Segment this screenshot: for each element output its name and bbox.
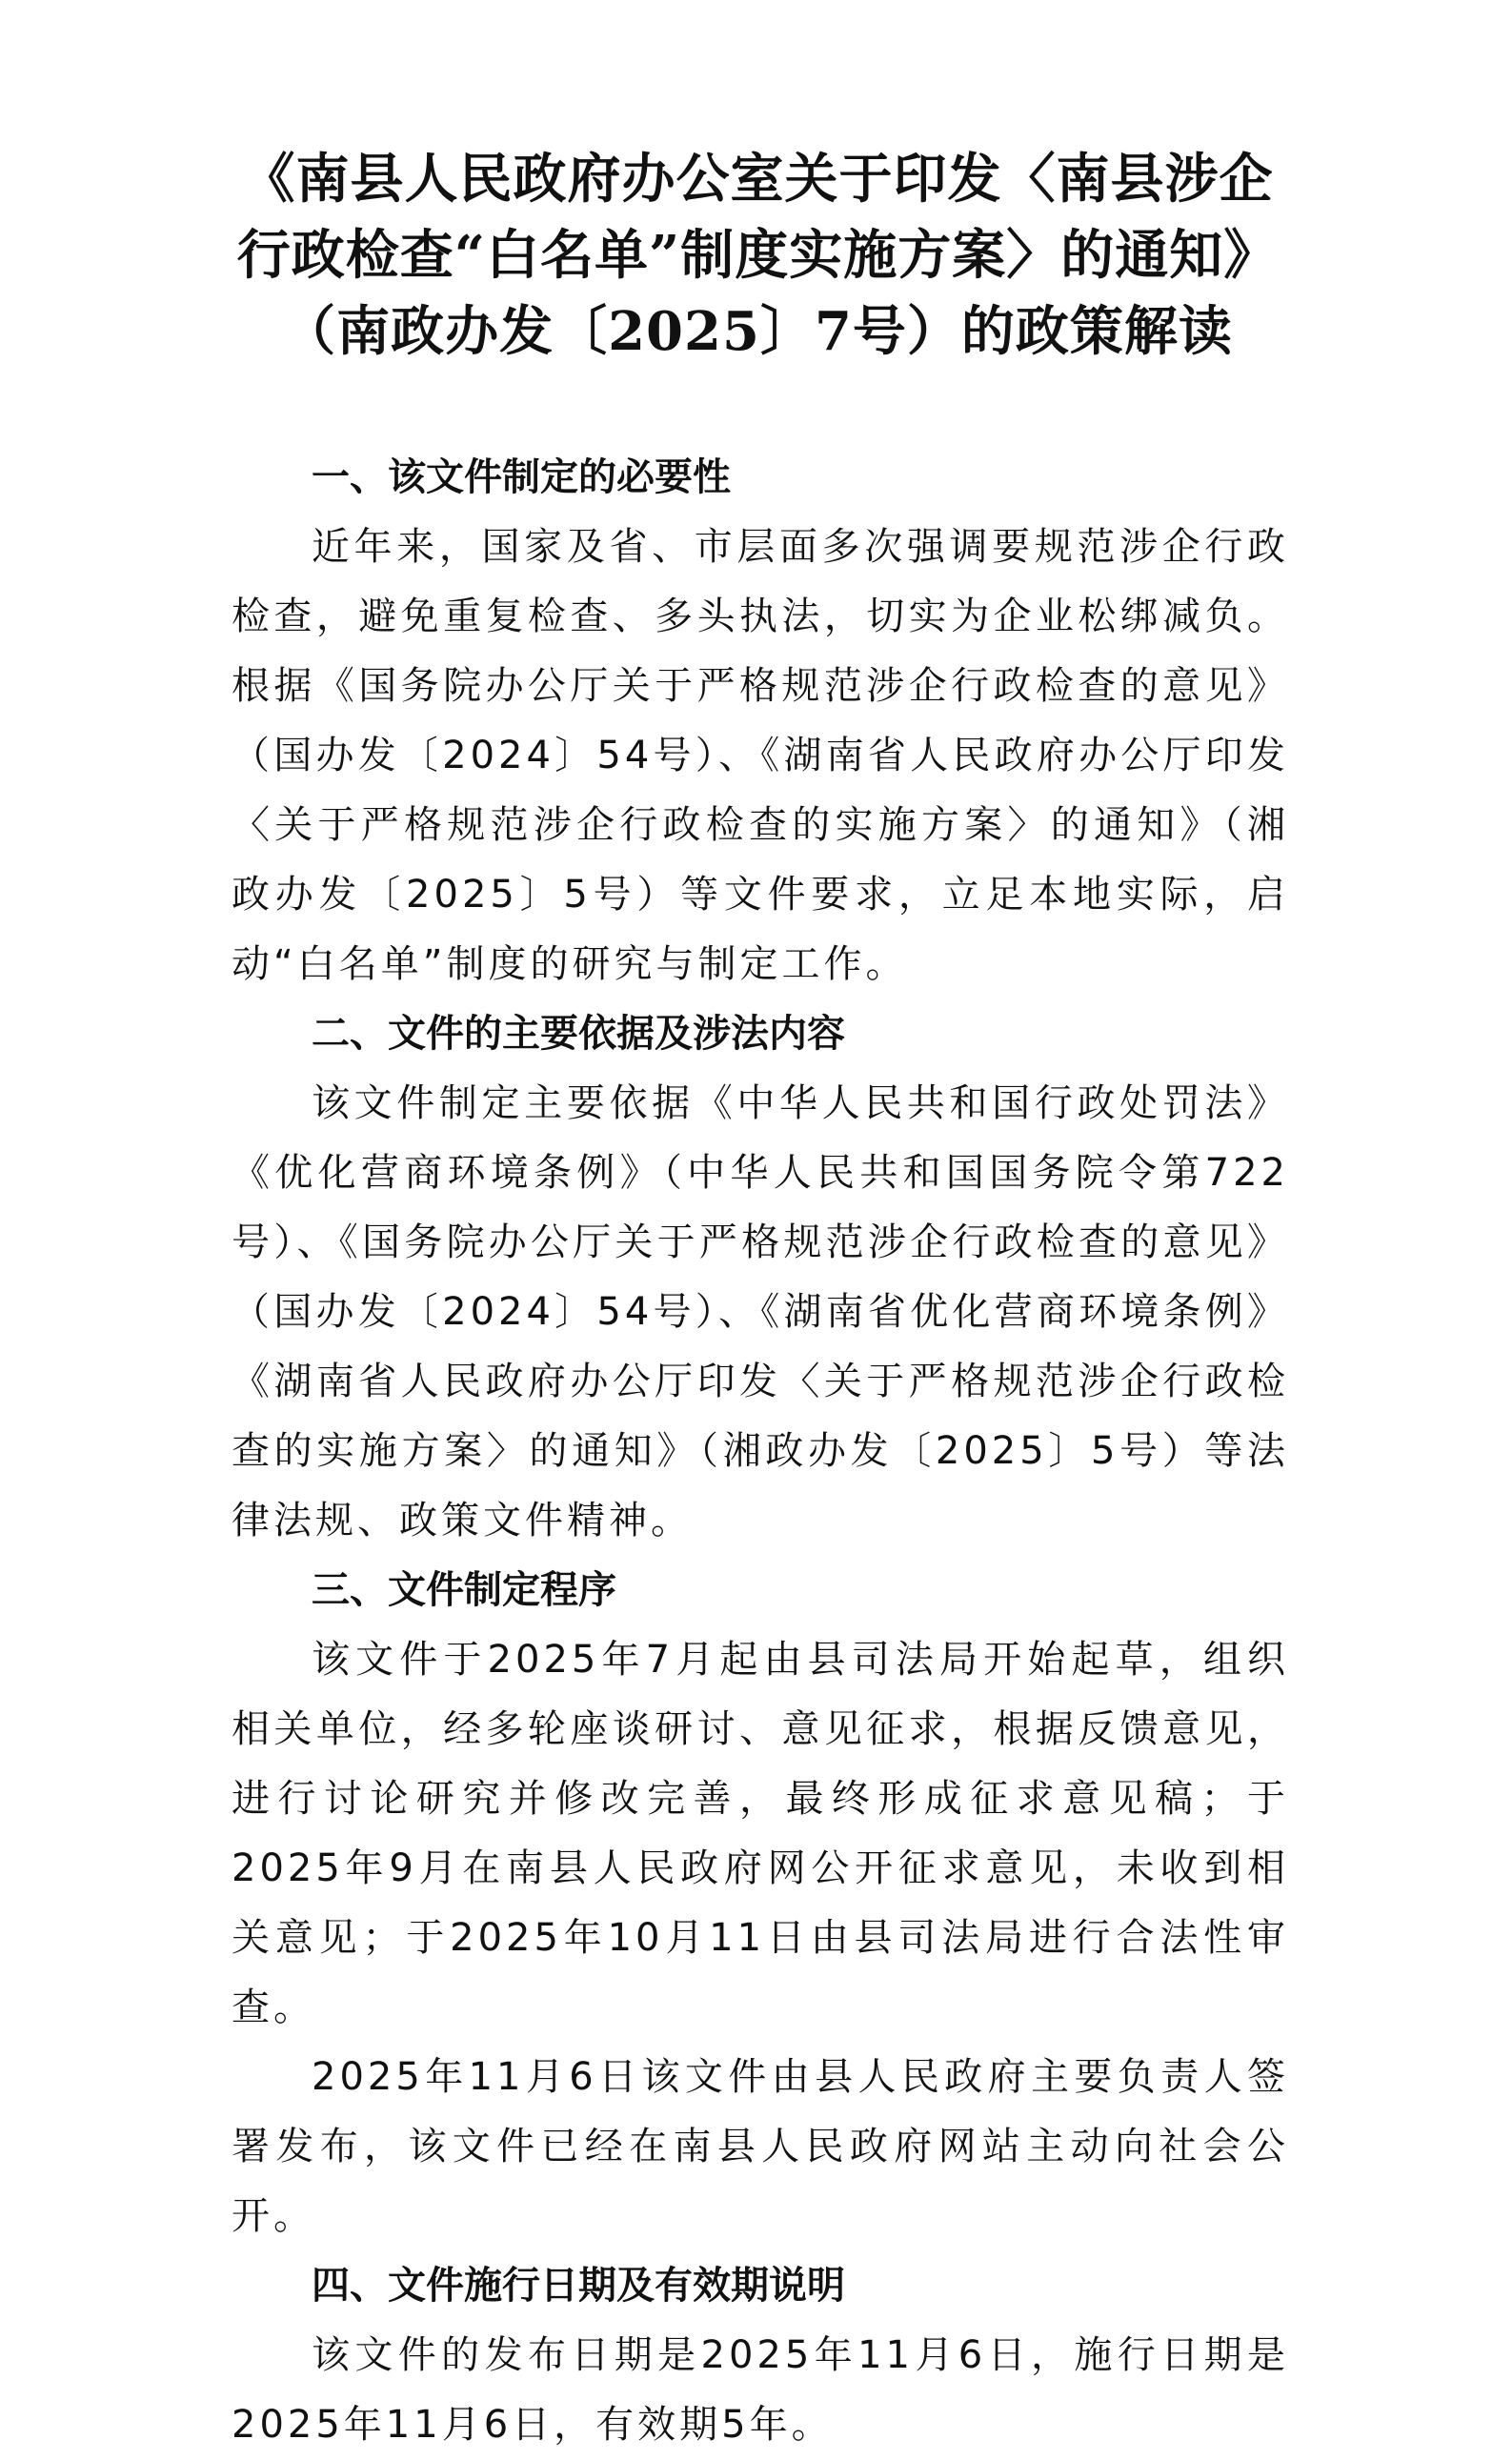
title-line: 行政检查“白名单”制度实施方案〉的通知》 bbox=[236, 224, 1279, 287]
section-necessity bbox=[232, 443, 1289, 999]
section-heading: 四、文件施行日期及有效期说明 bbox=[312, 2264, 845, 2308]
section-heading: 三、文件制定程序 bbox=[312, 1568, 616, 1612]
section-paragraph: 2025年11月6日该文件由县人民政府主要负责人签署发布，该文件已经在南县人民政府网站主动向社会公开。 bbox=[232, 2055, 1289, 2238]
section-heading: 二、文件的主要依据及涉法内容 bbox=[312, 1012, 845, 1056]
title-line: 《南县人民政府办公室关于印发〈南县涉企 bbox=[241, 148, 1274, 211]
section-heading: 一、该文件制定的必要性 bbox=[312, 455, 731, 499]
section-procedure bbox=[232, 1556, 1289, 2251]
section-paragraph: 该文件的发布日期是2025年11月6日，施行日期是2025年11月6日，有效期5年。 bbox=[232, 2333, 1289, 2447]
section-paragraph: 该文件于2025年7月起由县司法局开始起草，组织相关单位，经多轮座谈研讨、意见征求，根据反馈意见，进行讨论研究并修改完善，最终形成征求意见稿；于2025年9月在南县人民政府网公开征求意见，未收到相关意见；于2025年10月11日由县司法局进行合法性审查。 bbox=[232, 1638, 1289, 2029]
document-title bbox=[214, 141, 1300, 370]
section-paragraph: 该文件制定主要依据《中华人民共和国行政处罚法》《优化营商环境条例》（中华人民共和国国务院令第722号）、《国务院办公厅关于严格规范涉企行政检查的意见》（国办发〔2024〕54号）、《湖南省优化营商环境条例》《湖南省人民政府办公厅印发〈关于严格规范涉企行政检查的实施方案〉的通知》（湘政办发〔2025〕5号）等法律法规、政策文件精神。 bbox=[232, 1081, 1289, 1543]
section-effective-date bbox=[232, 2251, 1289, 2460]
section-paragraph: 近年来，国家及省、市层面多次强调要规范涉企行政检查，避免重复检查、多头执法，切实为企业松绑减负。根据《国务院办公厅关于严格规范涉企行政检查的意见》（国办发〔2024〕54号）、《湖南省人民政府办公厅印发〈关于严格规范涉企行政检查的实施方案〉的通知》（湘政办发〔2025〕5号）等文件要求，立足本地实际，启动“白名单”制度的研究与制定工作。 bbox=[232, 525, 1289, 986]
title-line: （南政办发〔2025〕7号）的政策解读 bbox=[282, 300, 1233, 363]
section-basis bbox=[232, 999, 1289, 1556]
document-body bbox=[232, 443, 1289, 2460]
